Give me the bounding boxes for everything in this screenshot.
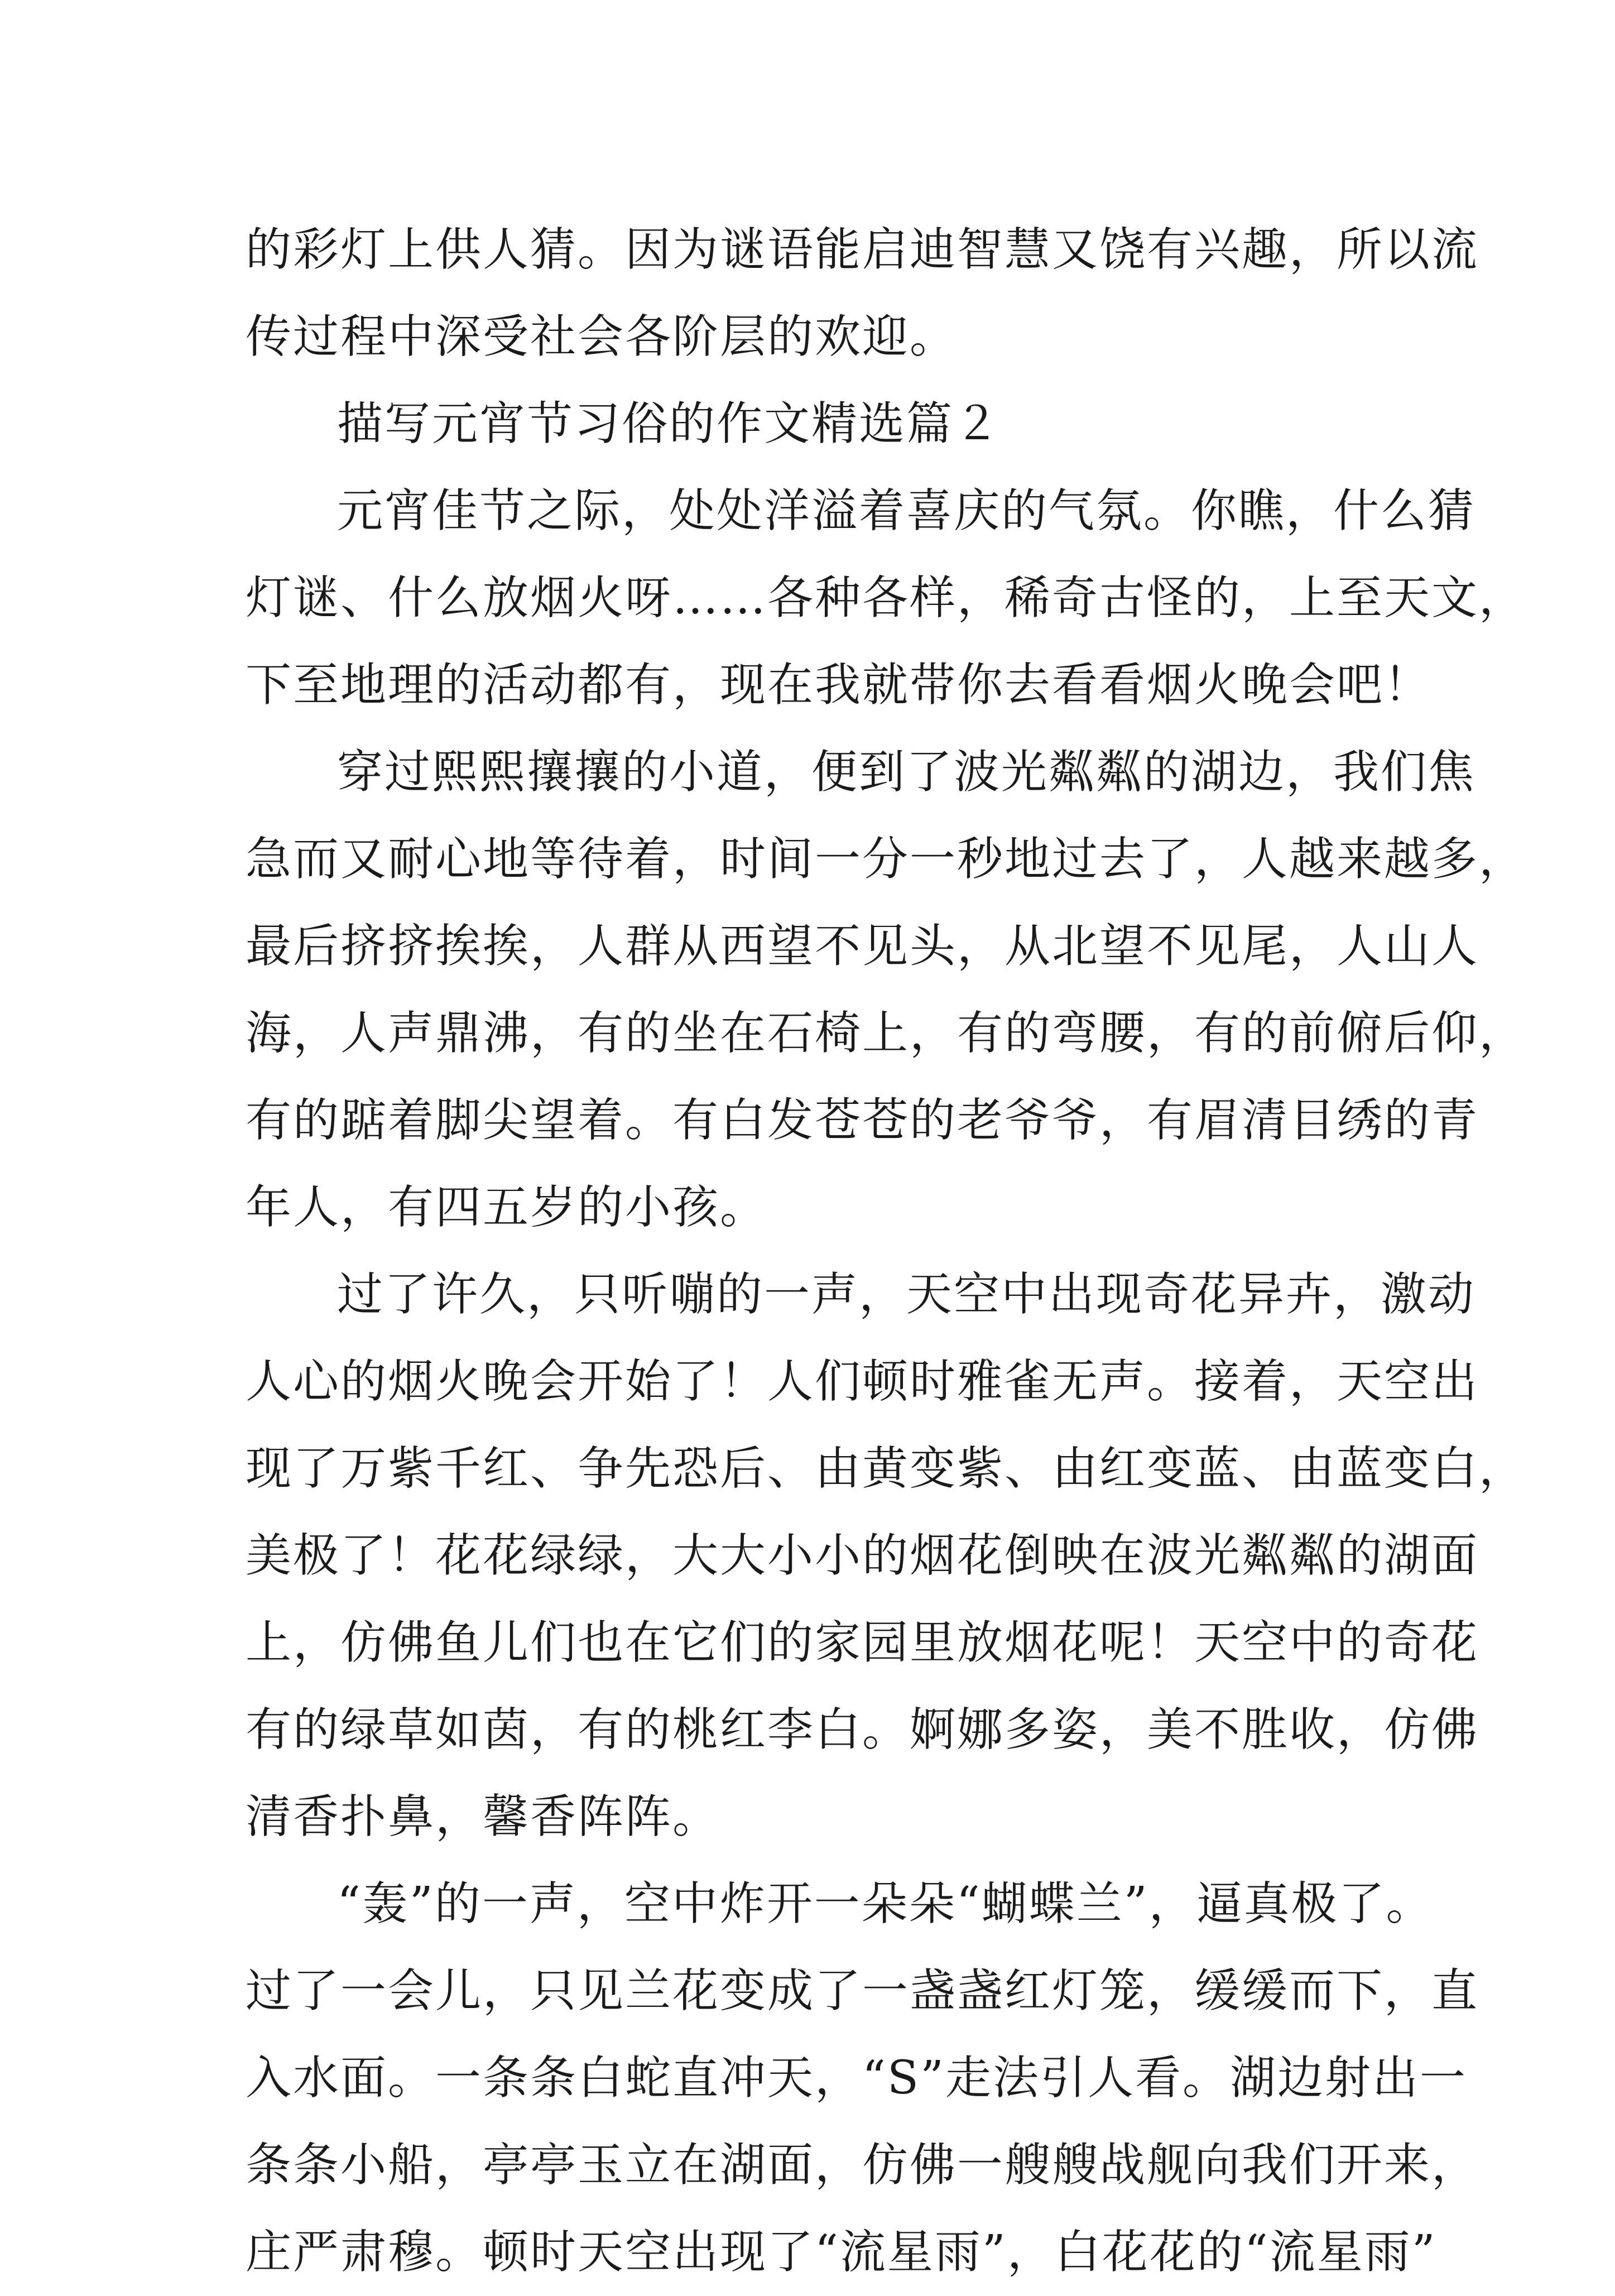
text-line: 海，人声鼎沸，有的坐在石椅上，有的弯腰，有的前俯后仰， xyxy=(246,1007,1527,1060)
text-line: “轰”的一声，空中炸开一朵朵“蝴蝶兰”，逼真极了。 xyxy=(337,1877,1434,1930)
text-line: 描写元宵节习俗的作文精选篇２ xyxy=(337,397,1002,450)
text-line: 人心的烟火晚会开始了！人们顿时雅雀无声。接着，天空出 xyxy=(246,1355,1479,1408)
text-line: 穿过熙熙攘攘的小道，便到了波光粼粼的湖边，我们焦 xyxy=(337,746,1476,799)
text-line: 有的绿草如茵，有的桃红李白。婀娜多姿，美不胜收，仿佛 xyxy=(246,1703,1479,1756)
text-line: 上，仿佛鱼儿们也在它们的家园里放烟花呢！天空中的奇花 xyxy=(246,1616,1479,1669)
text-line: 元宵佳节之际，处处洋溢着喜庆的气氛。你瞧，什么猜 xyxy=(337,484,1476,537)
text-line: 年人，有四五岁的小孩。 xyxy=(246,1181,768,1234)
text-line: 庄严肃穆。顿时天空出现了“流星雨”，白花花的“流星雨” xyxy=(246,2226,1437,2279)
text-line: 过了许久，只听嘣的一声，天空中出现奇花异卉，激动 xyxy=(337,1268,1476,1321)
text-line: 入水面。一条条白蛇直冲天，“S”走法引人看。湖边射出一 xyxy=(246,2052,1468,2105)
text-line: 条条小船，亭亭玉立在湖面，仿佛一艘艘战舰向我们开来， xyxy=(246,2139,1479,2192)
text-line: 有的踮着脚尖望着。有白发苍苍的老爷爷，有眉清目绣的青 xyxy=(246,1094,1479,1147)
document-body xyxy=(246,206,1527,2296)
text-line: 最后挤挤挨挨，人群从西望不见头，从北望不见尾，人山人 xyxy=(246,920,1479,973)
text-line: 传过程中深受社会各阶层的欢迎。 xyxy=(246,310,958,363)
text-line: 急而又耐心地等待着，时间一分一秒地过去了，人越来越多， xyxy=(246,833,1527,886)
text-line: 美极了！花花绿绿，大大小小的烟花倒映在波光粼粼的湖面 xyxy=(246,1529,1479,1582)
text-line: 灯谜、什么放烟火呀……各种各样，稀奇古怪的，上至天文， xyxy=(246,571,1527,625)
text-line: 下至地理的活动都有，现在我就带你去看看烟火晚会吧！ xyxy=(246,659,1432,712)
text-line: 清香扑鼻，馨香阵阵。 xyxy=(246,1790,720,1843)
text-line: 现了万紫千红、争先恐后、由黄变紫、由红变蓝、由蓝变白， xyxy=(246,1442,1527,1495)
text-line: 过了一会儿，只见兰花变成了一盏盏红灯笼，缓缓而下，直 xyxy=(246,1964,1479,2018)
text-line: 的彩灯上供人猜。因为谜语能启迪智慧又饶有兴趣，所以流 xyxy=(246,223,1479,276)
